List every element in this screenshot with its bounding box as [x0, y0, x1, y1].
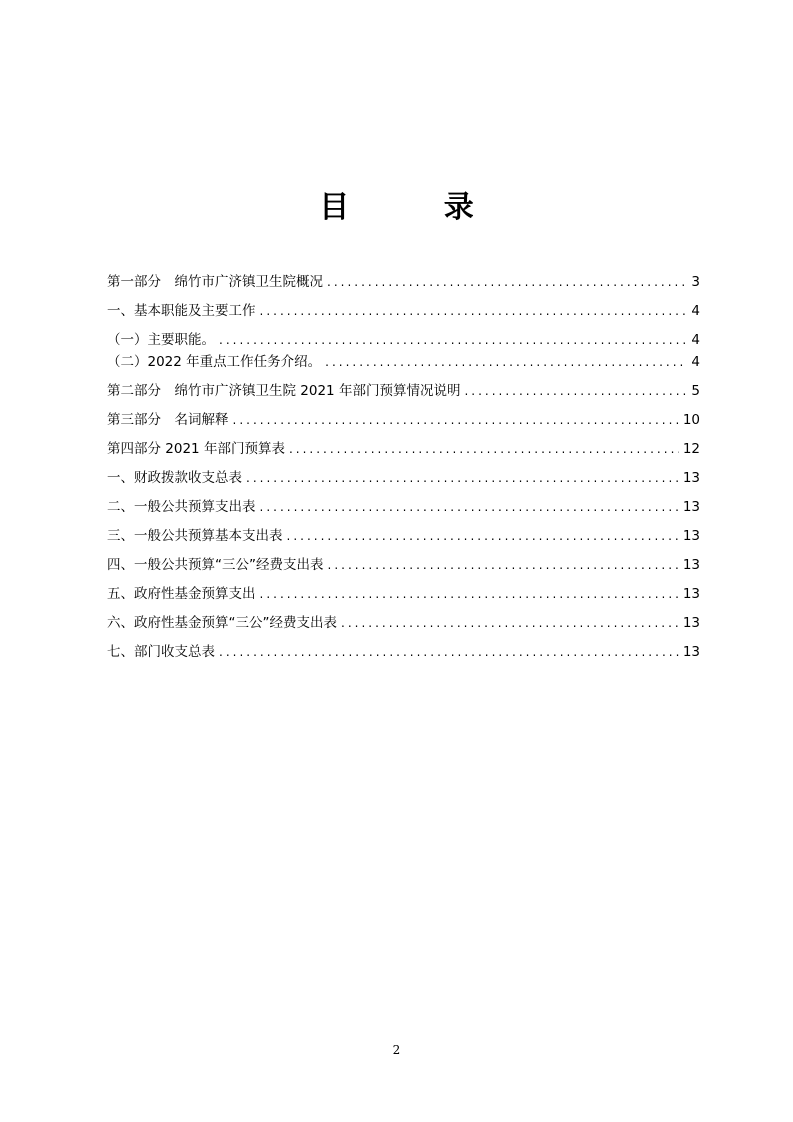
toc-leader-dots — [341, 616, 679, 630]
toc-entry[interactable] — [107, 299, 700, 328]
toc-entry-page: 10 — [682, 412, 700, 428]
toc-entry-label: 三、一般公共预算基本支出表 — [107, 528, 283, 544]
toc-entry-label: 一、基本职能及主要工作 — [107, 303, 256, 319]
toc-entry-page: 13 — [682, 470, 700, 486]
page-number: 2 — [392, 1043, 401, 1057]
toc-entry-page: 13 — [682, 615, 700, 631]
toc-leader-dots — [260, 500, 679, 514]
toc-entry[interactable] — [107, 582, 700, 611]
toc-entry[interactable] — [107, 553, 700, 582]
toc-leader-dots — [219, 333, 687, 347]
toc-entry-page: 12 — [682, 441, 700, 457]
toc-entry-label: 第二部分 绵竹市广济镇卫生院 2021 年部门预算情况说明 — [107, 383, 461, 399]
toc-entry-page: 4 — [691, 332, 700, 348]
toc-entry-page: 13 — [682, 528, 700, 544]
toc-entry[interactable] — [107, 437, 700, 466]
toc-entry[interactable] — [107, 270, 700, 299]
toc-entry-page: 13 — [682, 499, 700, 515]
toc-leader-dots — [246, 471, 679, 485]
table-of-contents — [107, 270, 700, 669]
toc-entry[interactable] — [107, 611, 700, 640]
toc-entry-label: 四、一般公共预算“三公”经费支出表 — [107, 557, 324, 573]
toc-entry-page: 5 — [691, 383, 700, 399]
toc-entry-label: 一、财政拨款收支总表 — [107, 470, 242, 486]
toc-entry[interactable] — [107, 466, 700, 495]
toc-entry-label: 六、政府性基金预算“三公”经费支出表 — [107, 615, 337, 631]
toc-leader-dots — [287, 529, 679, 543]
toc-entry[interactable] — [107, 408, 700, 437]
toc-entry-page: 4 — [691, 354, 700, 370]
toc-entry-page: 13 — [682, 557, 700, 573]
toc-entry-label: （二）2022 年重点工作任务介绍。 — [107, 354, 322, 370]
toc-leader-dots — [464, 384, 687, 398]
toc-entry-label: （一）主要职能。 — [107, 332, 215, 348]
toc-entry-page: 3 — [691, 274, 700, 290]
toc-entry[interactable] — [107, 350, 700, 379]
toc-entry-page: 13 — [682, 644, 700, 660]
toc-entry-label: 第三部分 名词解释 — [107, 412, 229, 428]
toc-entry-label: 七、部门收支总表 — [107, 644, 215, 660]
toc-entry-label: 第四部分 2021 年部门预算表 — [107, 441, 285, 457]
toc-leader-dots — [260, 587, 679, 601]
toc-entry[interactable] — [107, 524, 700, 553]
toc-leader-dots — [219, 645, 679, 659]
toc-leader-dots — [233, 413, 679, 427]
document-title: 目 录 — [319, 190, 516, 225]
toc-leader-dots — [260, 304, 688, 318]
toc-entry[interactable] — [107, 328, 700, 350]
toc-entry-label: 五、政府性基金预算支出 — [107, 586, 256, 602]
toc-leader-dots — [325, 355, 687, 369]
toc-entry-label: 二、一般公共预算支出表 — [107, 499, 256, 515]
toc-leader-dots — [327, 275, 687, 289]
toc-entry[interactable] — [107, 640, 700, 669]
toc-leader-dots — [289, 442, 679, 456]
toc-entry[interactable] — [107, 379, 700, 408]
toc-entry-label: 第一部分 绵竹市广济镇卫生院概况 — [107, 274, 323, 290]
toc-leader-dots — [328, 558, 679, 572]
toc-entry[interactable] — [107, 495, 700, 524]
toc-entry-page: 13 — [682, 586, 700, 602]
toc-entry-page: 4 — [691, 303, 700, 319]
